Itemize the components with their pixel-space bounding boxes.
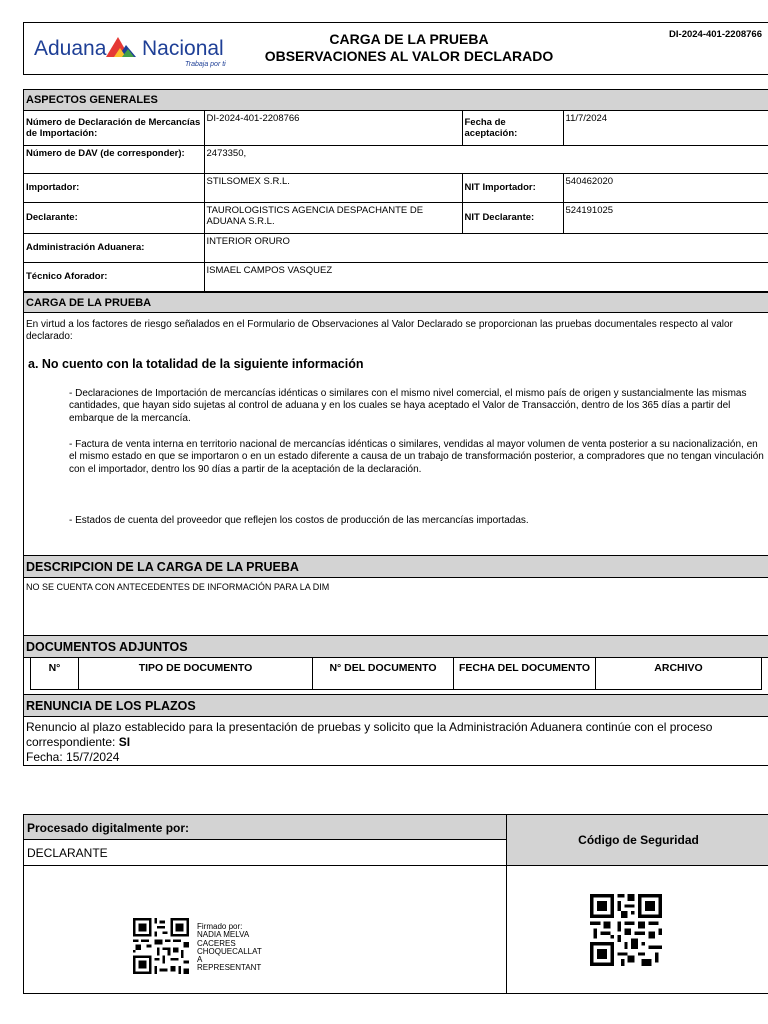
signed-line-6: REPRESENTANT bbox=[197, 963, 262, 973]
logo-mountain-icon bbox=[104, 33, 140, 59]
carga-bullet-1: - Declaraciones de Importación de mercancías idénticas o similares con el mismo nivel comercial, el mismo país de origen y sustancialmente las mismas cantidades, que hayan sido sujetas al control de aduana y en los cuales se haya aceptado el Valor de Transacción, dentro de los 365 días a partir del embarque de la mercancía. bbox=[69, 387, 747, 424]
nit-importador-value: 540462020 bbox=[563, 173, 768, 202]
declarante-label: Declarante: bbox=[24, 202, 204, 233]
codigo-seguridad-label: Código de Seguridad bbox=[506, 815, 768, 866]
logo-text-aduana: Aduana bbox=[34, 37, 107, 60]
col-header-tipo: TIPO DE DOCUMENTO bbox=[79, 658, 313, 690]
dav-label: Número de DAV (de corresponder): bbox=[24, 145, 204, 173]
renuncia-text-block bbox=[26, 720, 766, 750]
documentos-table bbox=[30, 658, 762, 691]
nit-declarante-label: NIT Declarante: bbox=[462, 202, 563, 233]
declarante-value: TAUROLOGISTICS AGENCIA DESPACHANTE DE ADUANA S.R.L. bbox=[204, 202, 462, 233]
title-line-2: OBSERVACIONES AL VALOR DECLARADO bbox=[264, 48, 554, 64]
renuncia-body bbox=[24, 717, 768, 765]
security-qr-icon bbox=[590, 894, 662, 966]
carga-bullet-2: - Factura de venta interna en territorio nacional de mercancías idénticas o similares, vendidas al mayor volumen de venta posterior a su nacionalización, en el mismo estado en que se importaron o en un estado diferente a causa de un trabajo de transformación posterior, a compradores que no tengan vinculación con el importador, dentro los 90 días a partir de la aceptación de la declaración. bbox=[69, 438, 764, 475]
main-form bbox=[23, 89, 768, 766]
section-documentos: DOCUMENTOS ADJUNTOS bbox=[24, 636, 768, 658]
procesado-label: Procesado digitalmente por: bbox=[24, 815, 506, 840]
fecha-acep-label: Fecha de aceptación: bbox=[462, 111, 563, 145]
renuncia-text: Renuncio al plazo establecido para la presentación de pruebas y solicito que la Administración Aduanera continúe con el proceso correspondiente: bbox=[26, 720, 713, 749]
descripcion-text: NO SE CUENTA CON ANTECEDENTES DE INFORMACIÓN PARA LA DIM bbox=[24, 578, 768, 636]
nit-declarante-value: 524191025 bbox=[563, 202, 768, 233]
col-header-fecha: FECHA DEL DOCUMENTO bbox=[454, 658, 596, 690]
carga-subheading: a. No cuento con la totalidad de la siguiente información bbox=[28, 356, 364, 371]
admin-aduanera-label: Administración Aduanera: bbox=[24, 233, 204, 262]
col-header-archivo: ARCHIVO bbox=[596, 658, 762, 690]
signed-line-4: CHOQUECALLAT bbox=[197, 946, 262, 956]
fecha-acep-value: 11/7/2024 bbox=[563, 111, 768, 145]
section-renuncia: RENUNCIA DE LOS PLAZOS bbox=[24, 695, 768, 717]
signed-by-text bbox=[197, 923, 262, 973]
aspectos-table bbox=[24, 111, 768, 292]
tecnico-value: ISMAEL CAMPOS VASQUEZ bbox=[204, 262, 768, 291]
num-decl-label: Número de Declaración de Mercancías de Importación: bbox=[24, 111, 204, 145]
title-line-1: CARGA DE LA PRUEBA bbox=[329, 31, 489, 47]
documentos-header-row bbox=[31, 658, 762, 690]
renuncia-answer: SI bbox=[118, 735, 131, 749]
tecnico-label: Técnico Aforador: bbox=[24, 262, 204, 291]
procesado-value: DECLARANTE bbox=[24, 840, 506, 866]
logo-text-nacional: Nacional bbox=[142, 37, 224, 60]
section-carga-prueba: CARGA DE LA PRUEBA bbox=[24, 292, 768, 313]
col-header-num-doc: N° DEL DOCUMENTO bbox=[313, 658, 454, 690]
document-code: DI-2024-401-2208766 bbox=[669, 29, 762, 40]
num-decl-value: DI-2024-401-2208766 bbox=[204, 111, 462, 145]
signature-qr-icon bbox=[133, 918, 189, 974]
section-descripcion: DESCRIPCION DE LA CARGA DE LA PRUEBA bbox=[24, 556, 768, 578]
aduana-logo bbox=[30, 27, 240, 71]
codigo-seguridad-area bbox=[506, 866, 768, 994]
nit-importador-label: NIT Importador: bbox=[462, 173, 563, 202]
renuncia-fecha: Fecha: 15/7/2024 bbox=[26, 750, 120, 764]
documentos-table-wrap bbox=[24, 658, 768, 696]
document-title bbox=[244, 31, 574, 65]
logo-tagline: Trabaja por ti bbox=[185, 61, 226, 68]
carga-body bbox=[24, 313, 768, 556]
section-aspectos-generales: ASPECTOS GENERALES bbox=[24, 90, 768, 111]
signed-line-5: A bbox=[197, 955, 203, 965]
document-header bbox=[23, 22, 768, 75]
signature-block bbox=[23, 814, 768, 994]
carga-bullet-3: - Estados de cuenta del proveedor que reflejen los costos de producción de las mercancías importadas. bbox=[69, 514, 529, 526]
importador-value: STILSOMEX S.R.L. bbox=[204, 173, 462, 202]
carga-intro: En virtud a los factores de riesgo señalados en el Formulario de Observaciones al Valor Declarado se proporcionan las pruebas documentales respecto al valor declarado: bbox=[26, 318, 733, 342]
signed-line-1: Firmado por: bbox=[197, 922, 243, 931]
importador-label: Importador: bbox=[24, 173, 204, 202]
signed-line-2: NADIA MELVA bbox=[197, 930, 250, 940]
signed-line-3: CACERES bbox=[197, 938, 236, 948]
firma-digital-area bbox=[24, 866, 506, 994]
col-header-numero: N° bbox=[31, 658, 79, 690]
admin-aduanera-value: INTERIOR ORURO bbox=[204, 233, 768, 262]
dav-value: 2473350, bbox=[204, 145, 768, 173]
